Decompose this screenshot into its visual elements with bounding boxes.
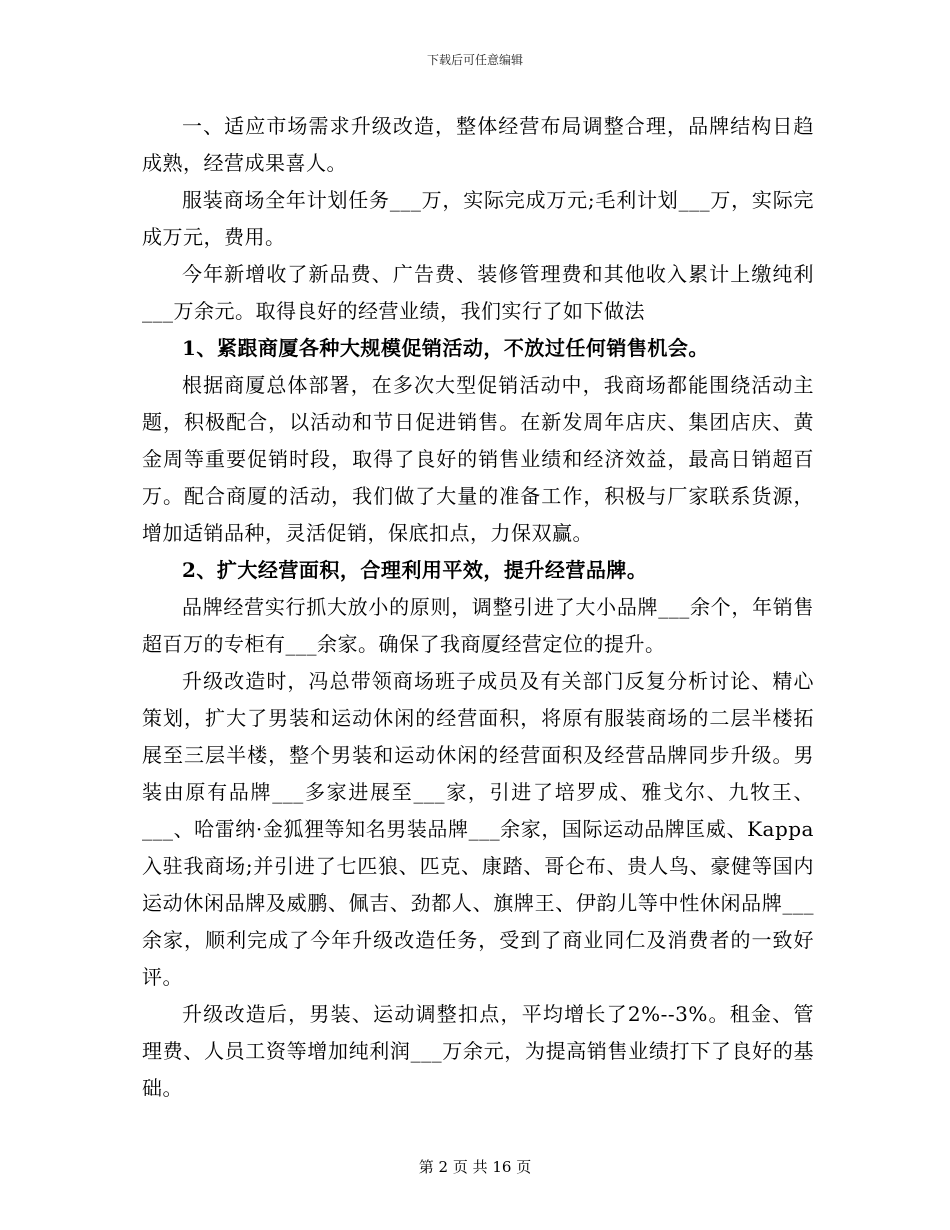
page-number-footer: 第 2 页 共 16 页: [418, 1158, 532, 1176]
paragraph-upgrade-results: 升级改造后，男装、运动调整扣点，平均增长了2%--3%。租金、管理费、人员工资等增加纯利润___万余元，为提高销售业绩打下了良好的基础。: [142, 1002, 814, 1100]
document-body: [142, 108, 814, 1107]
heading-promotion: 1、紧跟商厦各种大规模促销活动，不放过任何销售机会。: [182, 336, 709, 360]
page-header: 下载后可任意编辑: [426, 53, 523, 67]
paragraph-promotion-details: 根据商厦总体部署，在多次大型促销活动中，我商场都能围绕活动主题，积极配合，以活动和节日促进销售。在新发周年店庆、集团店庆、黄金周等重要促销时段，取得了良好的销售业绩和经济效益，最高日销超百万。配合商厦的活动，我们做了大量的准备工作，积极与厂家联系货源，增加适销品种，灵活促销，保底扣点，力保双赢。: [142, 373, 814, 545]
heading-expand-area: 2、扩大经营面积，合理利用平效，提升经营品牌。: [182, 558, 648, 582]
paragraph-annual-plan: 服装商场全年计划任务___万，实际完成万元;毛利计划___万，实际完成万元，费用。: [142, 188, 814, 249]
paragraph-upgrade-details: 升级改造时，冯总带领商场班子成员及有关部门反复分析讨论、精心策划，扩大了男装和运动休闲的经营面积，将原有服装商场的二层半楼拓展至三层半楼，整个男装和运动休闲的经营面积及经营品牌同步升级。男装由原有品牌___多家进展至___家，引进了培罗成、雅戈尔、九牧王、___、哈雷纳·金狐狸等知名男装品牌___余家，国际运动品牌匡威、Kappa入驻我商场;并引进了七匹狼、匹克、康踏、哥仑布、贵人鸟、豪健等国内运动休闲品牌及威鹏、佩吉、劲都人、旗牌王、伊韵儿等中性休闲品牌___余家，顺利完成了今年升级改造任务，受到了商业同仁及消费者的一致好评。: [142, 669, 814, 989]
paragraph-brand-strategy: 品牌经营实行抓大放小的原则，调整引进了大小品牌___余个，年销售超百万的专柜有___余家。确保了我商厦经营定位的提升。: [142, 595, 814, 656]
paragraph-new-income: 今年新增收了新品费、广告费、装修管理费和其他收入累计上缴纯利___万余元。取得良好的经营业绩，我们实行了如下做法: [142, 262, 814, 323]
paragraph-section-one-intro: 一、适应市场需求升级改造，整体经营布局调整合理，品牌结构日趋成熟，经营成果喜人。: [142, 114, 814, 175]
